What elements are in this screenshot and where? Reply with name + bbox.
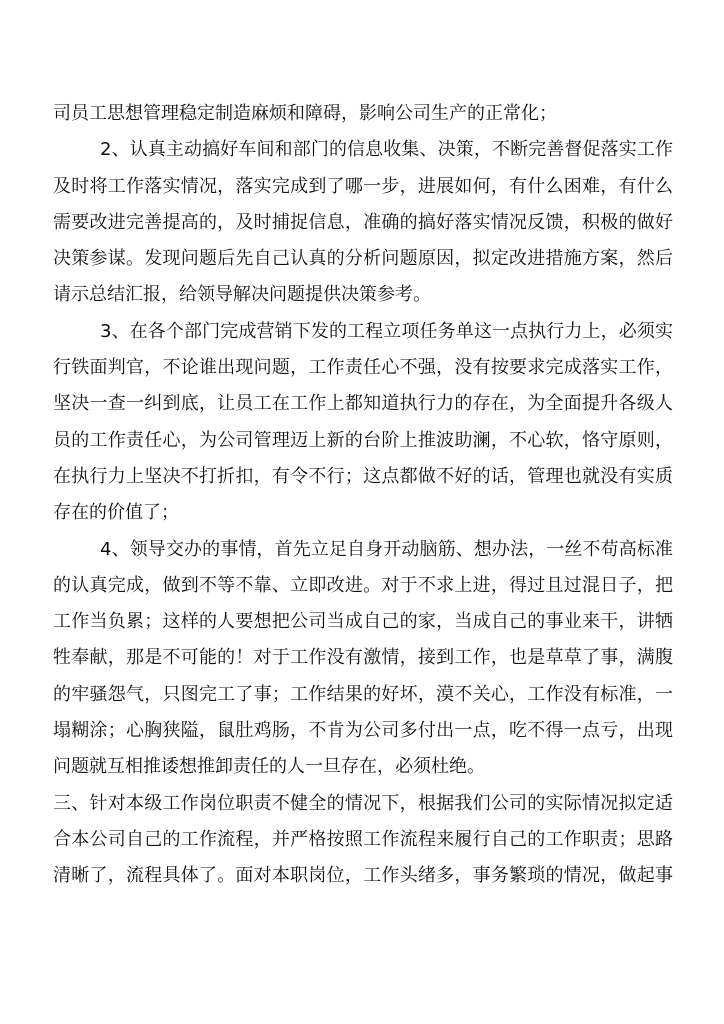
text-line: 3、在各个部门完成营销下发的工程立项任务单这一点执行力上，必须实 (100, 320, 673, 342)
text-line: 4、领导交办的事情，首先立足自身开动脑筋、想办法，一丝不苟高标准 (100, 538, 673, 560)
text-line: 工作当负累；这样的人要想把公司当成自己的家，当成自己的事业来干，讲牺 (53, 611, 673, 633)
text-line: 司员工思想管理稳定制造麻烦和障碍，影响公司生产的正常化； (53, 103, 557, 124)
text-line: 塌糊涂；心胸狭隘，鼠肚鸡肠，不肯为公司多付出一点，吃不得一点亏，出现 (53, 720, 673, 742)
text-line: 三、针对本级工作岗位职责不健全的情况下，根据我们公司的实际情况拟定适 (53, 792, 673, 814)
text-line: 2、认真主动搞好车间和部门的信息收集、决策，不断完善督促落实工作 (100, 139, 673, 161)
text-line: 问题就互相推诿想推卸责任的人一旦存在，必须杜绝。 (53, 756, 485, 778)
text-line: 合本公司自己的工作流程，并严格按照工作流程来履行自己的工作职责；思路 (53, 828, 673, 850)
text-line: 及时将工作落实情况，落实完成到了哪一步，进展如何，有什么困难，有什么 (53, 175, 673, 197)
text-line: 的牢骚怨气，只图完工了事；工作结果的好坏，漠不关心，工作没有标准，一 (53, 683, 673, 705)
text-line: 的认真完成，做到不等不靠、立即改进。对于不求上进，得过且过混日子，把 (53, 574, 673, 596)
text-line: 清晰了，流程具体了。面对本职岗位，工作头绪多，事务繁琐的情况，做起事 (53, 865, 673, 887)
text-line: 坚决一查一纠到底，让员工在工作上都知道执行力的存在，为全面提升各级人 (53, 393, 673, 415)
text-line: 决策参谋。发现问题后先自己认真的分析问题原因，拟定改进措施方案，然后 (53, 248, 673, 270)
text-line: 员的工作责任心，为公司管理迈上新的台阶上推波助澜，不心软，恪守原则， (53, 429, 673, 451)
text-line: 需要改进完善提高的，及时捕捉信息，准确的搞好落实情况反馈，积极的做好 (53, 211, 673, 233)
text-line: 存在的价值了； (53, 502, 179, 524)
text-line: 请示总结汇报，给领导解决问题提供决策参考。 (53, 284, 431, 306)
text-line: 在执行力上坚决不打折扣，有令不行；这点都做不好的话，管理也就没有实质 (53, 465, 673, 487)
text-line: 牲奉献，那是不可能的！对于工作没有激情，接到工作，也是草草了事，满腹 (53, 647, 673, 669)
text-line: 行铁面判官，不论谁出现问题，工作责任心不强，没有按要求完成落实工作， (53, 357, 673, 379)
document-page (53, 96, 673, 895)
